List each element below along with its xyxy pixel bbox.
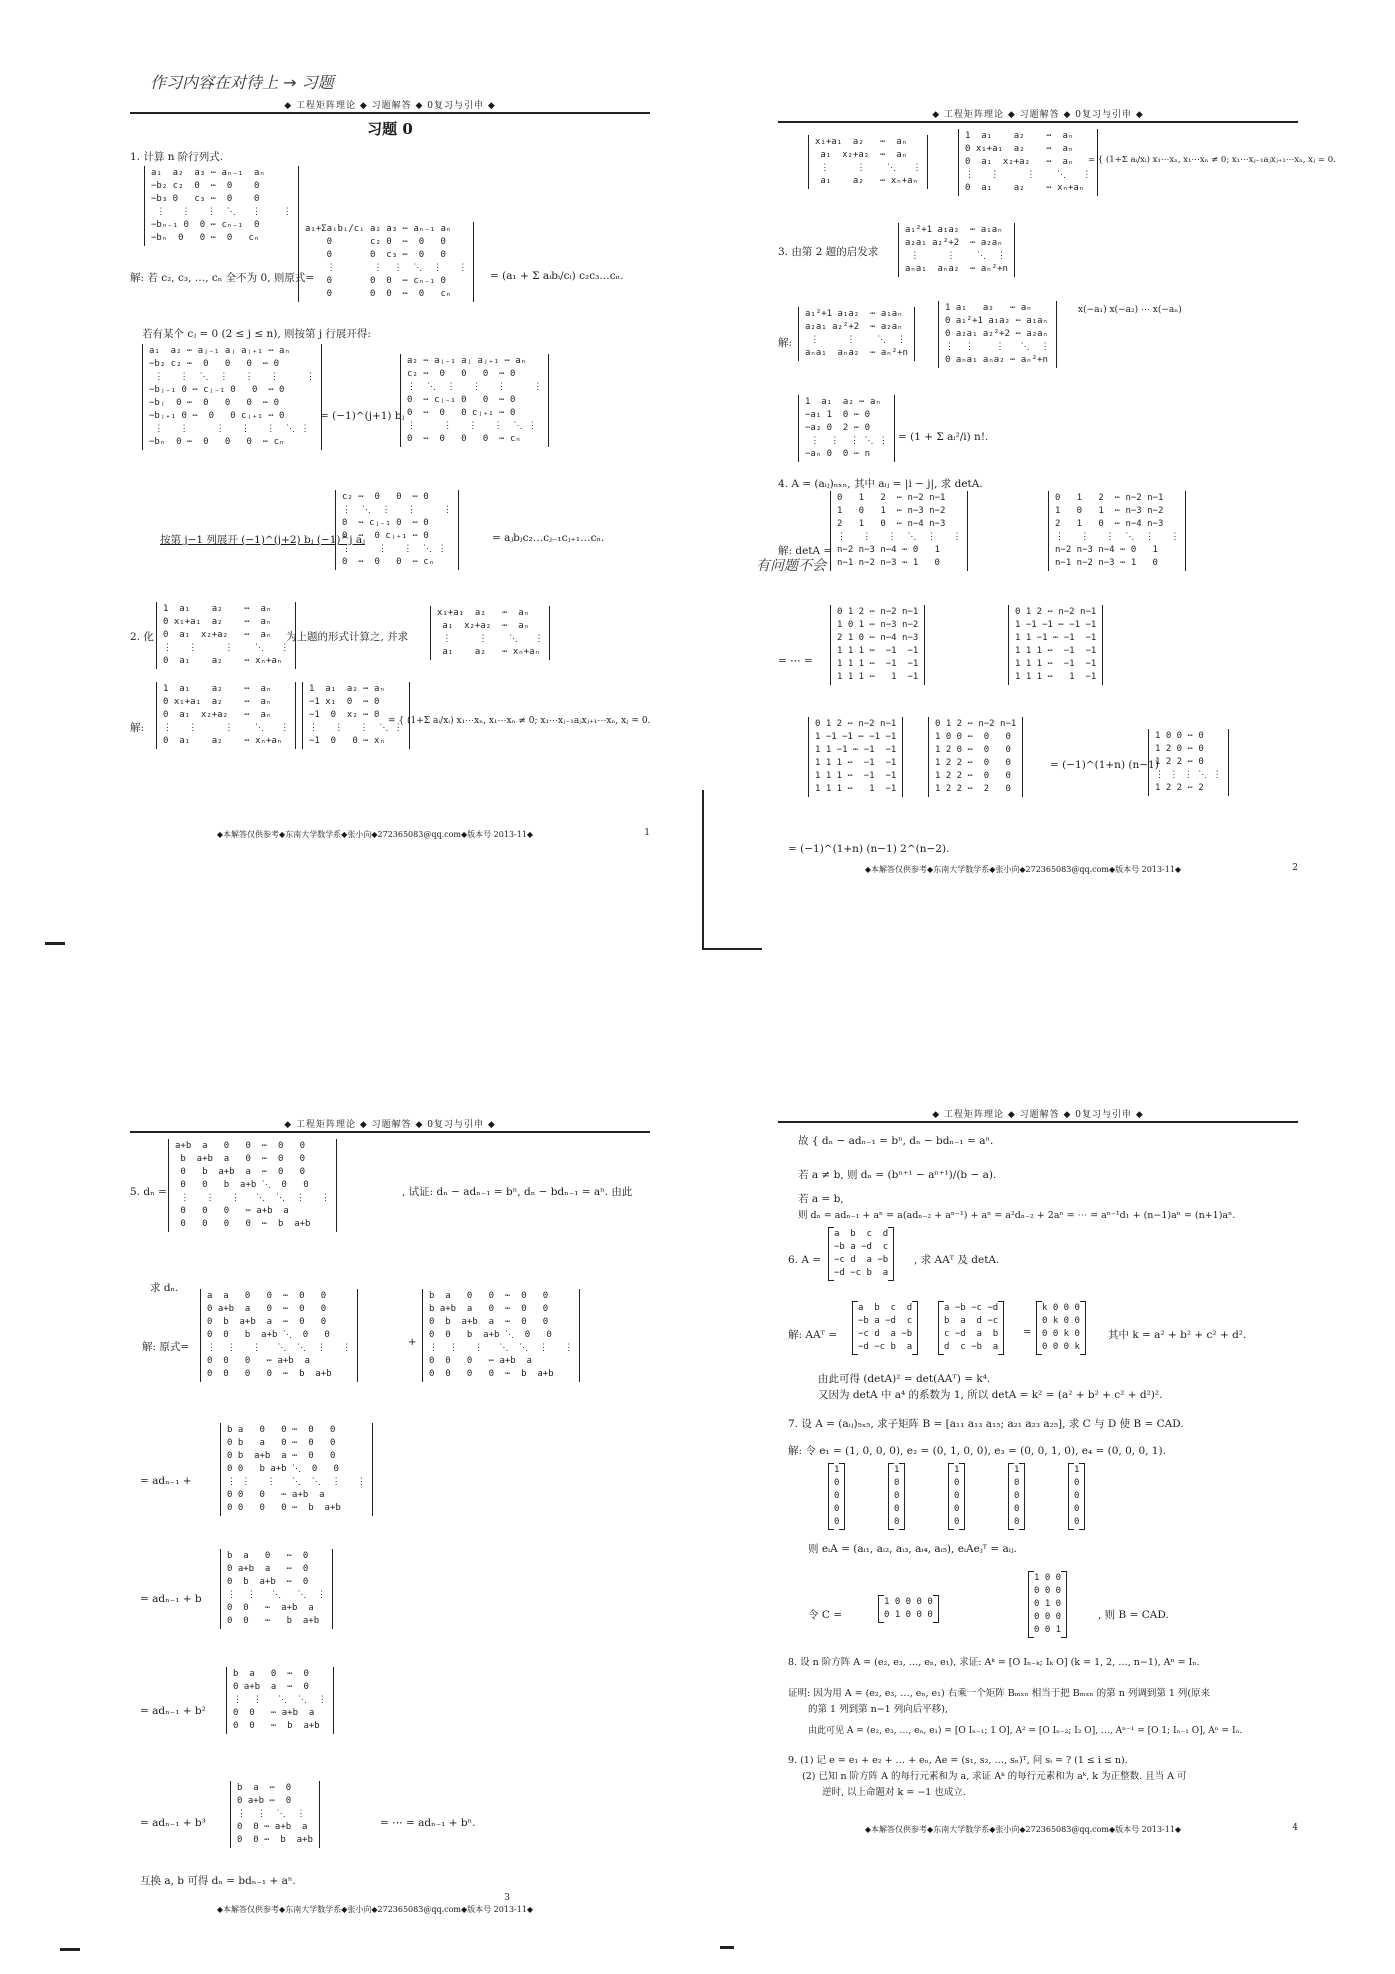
solution-7: 解: 令 e₁ = (1, 0, 0, 0), e₂ = (0, 1, 0, 0), e₃ = (0, 0, 1, 0), e₄ = (0, 0, 0, 1).: [788, 1445, 1166, 1457]
determinant: 1 a₁ a₂ ⋯ aₙ 0 x₁+a₁ a₂ ⋯ aₙ 0 a₁ x₂+a₂ ⋯ aₙ ⋮ ⋮ ⋮ ⋱ ⋮ 0 a₁ a₂ ⋯ xₙ+aₙ: [156, 602, 296, 669]
page-number: 3: [504, 1893, 510, 1903]
page-number: 4: [1292, 1823, 1298, 1833]
question-1: 1. 计算 n 阶行列式.: [130, 151, 224, 163]
determinant: 0 1 2 ⋯ n−2 n−1 1 0 1 ⋯ n−3 n−2 2 1 0 ⋯ n−4 n−3 1 1 1 ⋯ −1 −1 1 1 1 ⋯ −1 −1 1 1 1 ⋯ 1 −1: [830, 605, 925, 685]
solution-4-step: = (−1)^(1+n) (n−1): [1050, 759, 1159, 771]
solution-3-result: = (1 + Σ aᵢ²/i) n!.: [898, 431, 989, 443]
matrix: 1 0 0 0 0 0 0 1 0 0 0 0 0 0 1: [1028, 1571, 1067, 1638]
plus-sign: +: [408, 1337, 417, 1348]
determinant: a a 0 0 ⋯ 0 0 0 a+b a 0 ⋯ 0 0 0 b a+b a ⋯ 0 0 0 0 b a+b ⋱ 0 0 ⋮ ⋮ ⋮ ⋱ ⋱ ⋮ ⋮ 0 0 0 ⋯ a+b a 0 0 0 0 ⋯ b a+b: [200, 1289, 358, 1382]
proof: 由此可见 A = (e₂, e₃, …, eₙ, e₁) = [O Iₙ₋₁; 1 O], A² = [O Iₙ₋₂; I₂ O], …, Aⁿ⁻¹ = [O 1; Iₙ₋₁ O], Aⁿ = Iₙ.: [808, 1726, 1243, 1736]
line: 若 a = b,: [798, 1193, 844, 1205]
step-2: = adₙ₋₁ + b: [140, 1593, 202, 1605]
determinant: 1 a₁ a₂ ⋯ aₙ −a₁ 1 0 ⋯ 0 −a₂ 0 2 ⋯ 0 ⋮ ⋮ ⋮ ⋱ ⋮ −aₙ 0 0 ⋯ n: [798, 395, 895, 462]
step-4: = adₙ₋₁ + b³: [140, 1817, 206, 1829]
page-number: 2: [1292, 863, 1298, 873]
determinant: 0 1 2 ⋯ n−2 n−1 1 −1 −1 ⋯ −1 −1 1 1 −1 ⋯ −1 −1 1 1 1 ⋯ −1 −1 1 1 1 ⋯ −1 −1 1 1 1 ⋯ 1 −1: [1008, 605, 1103, 685]
determinant: a+b a 0 0 ⋯ 0 0 b a+b a 0 ⋯ 0 0 0 b a+b a ⋯ 0 0 0 0 b a+b ⋱ 0 0 ⋮ ⋮ ⋮ ⋱ ⋱ ⋮ ⋮ 0 0 0 ⋯ a+b a 0 0 0 0 ⋯ b a+b: [168, 1139, 337, 1232]
top-result: = { (1+Σ aᵢ/xᵢ) x₁⋯xₙ, x₁⋯xₙ ≠ 0; x₁⋯xⱼ₋₁aⱼxⱼ₊₁⋯xₙ, xⱼ = 0.: [1088, 155, 1336, 165]
step-1: = adₙ₋₁ +: [140, 1475, 192, 1487]
question-5-text: , 试证: dₙ − adₙ₋₁ = bⁿ, dₙ − bdₙ₋₁ = aⁿ. 由此: [402, 1186, 633, 1198]
solution-6: 解: AAᵀ =: [788, 1329, 838, 1341]
question-9: 9. (1) 记 e = e₁ + e₂ + … + eₙ, Ae = (s₁, s₂, …, sₙ)ᵀ, 问 sᵢ = ? (1 ≤ i ≤ n).: [788, 1755, 1128, 1766]
determinant: 0 1 2 ⋯ n−2 n−1 1 0 1 ⋯ n−3 n−2 2 1 0 ⋯ n−4 n−3 ⋮ ⋮ ⋮ ⋱ ⋮ ⋮ n−2 n−3 n−4 ⋯ 0 1 n−1 n−2 n−3 ⋯ 1 0: [1048, 491, 1186, 571]
question-2-text: 为上题的形式计算之, 并求: [286, 631, 409, 643]
solution-result: = (a₁ + Σ aᵢbᵢ/cᵢ) c₂c₃…cₙ.: [490, 270, 624, 282]
matrix: a b c d −b a −d c −c d a −b −d −c b a: [828, 1227, 894, 1281]
running-head: ◆ 工程矩阵理论 ◆ 习题解答 ◆ 0复习与引申 ◆: [284, 1120, 496, 1130]
equation: = (−1)^(j+1) bⱼ: [320, 410, 405, 422]
determinant: x₁+a₁ a₂ ⋯ aₙ a₁ x₂+a₂ ⋯ aₙ ⋮ ⋮ ⋱ ⋮ a₁ a₂ ⋯ xₙ+aₙ: [808, 135, 928, 189]
vector: 1 0 0 0 0: [828, 1463, 845, 1530]
determinant: 1 a₁ a₂ ⋯ aₙ 0 x₁+a₁ a₂ ⋯ aₙ 0 a₁ x₂+a₂ ⋯ aₙ ⋮ ⋮ ⋮ ⋱ ⋮ 0 a₁ a₂ ⋯ xₙ+aₙ: [958, 129, 1098, 196]
determinant: x₁+a₁ a₂ ⋯ aₙ a₁ x₂+a₂ ⋯ aₙ ⋮ ⋮ ⋱ ⋮ a₁ a₂ ⋯ xₙ+aₙ: [430, 606, 550, 660]
solution-5: 解: 原式=: [142, 1341, 190, 1353]
footer: ◆本解答仅供参考◆东南大学数学系◆张小向◆272365083@qq.com◆版本号 2013-11◆: [216, 830, 534, 839]
determinant: a₁+Σaᵢbᵢ/cᵢ a₂ a₃ ⋯ aₙ₋₁ aₙ 0 c₂ 0 ⋯ 0 0 0 0 c₃ ⋯ 0 0 ⋮ ⋮ ⋮ ⋱ ⋮ ⋮ 0 0 0 ⋯ cₙ₋₁ 0 0 0 0 ⋯ 0 cₙ: [298, 222, 474, 302]
running-head: ◆ 工程矩阵理论 ◆ 习题解答 ◆ 0复习与引申 ◆: [284, 101, 496, 111]
determinant: b a 0 0 ⋯ 0 0 0 b a 0 ⋯ 0 0 0 b a+b a ⋯ 0 0 0 0 b a+b ⋱ 0 0 ⋮ ⋮ ⋮ ⋱ ⋱ ⋮ ⋮ 0 0 0 ⋯ a+b a 0 0 0 0 ⋯ b a+b: [220, 1423, 373, 1516]
equation: = ⋯ =: [778, 655, 813, 667]
scan-mark: [702, 948, 762, 1974]
swap-text: 互换 a, b 可得 dₙ = bdₙ₋₁ + aⁿ.: [140, 1875, 296, 1887]
scan-mark: [702, 790, 704, 950]
question-5: 5. dₙ =: [130, 1186, 167, 1198]
scan-mark: [60, 1948, 80, 1951]
question-9: 逆时, 以上命题对 k = −1 也成立.: [822, 1787, 966, 1798]
solution-2-result: = { (1+Σ aᵢ/xᵢ) x₁⋯xₙ, x₁⋯xₙ ≠ 0; x₁⋯xⱼ₋₁aⱼxⱼ₊₁⋯xₙ, xⱼ = 0.: [388, 716, 651, 726]
step-3: = adₙ₋₁ + b²: [140, 1705, 206, 1717]
line: 故 { dₙ − adₙ₋₁ = bⁿ, dₙ − bdₙ₋₁ = aⁿ.: [798, 1135, 994, 1147]
matrix: k 0 0 0 0 k 0 0 0 0 k 0 0 0 0 k: [1036, 1301, 1086, 1355]
proof: 证明: 因为用 A = (e₂, e₃, …, eₙ, e₁) 右乘一个矩阵 Bₘₓₙ 相当于把 Bₘₓₙ 的第 n 列调到第 1 列(原来: [788, 1688, 1211, 1699]
header-rule: [130, 1131, 650, 1133]
question-3: 3. 由第 2 题的启发求: [778, 246, 879, 258]
footer: ◆本解答仅供参考◆东南大学数学系◆张小向◆272365083@qq.com◆版本号 2013-11◆: [864, 865, 1182, 874]
question-6-text: , 求 AAᵀ 及 detA.: [914, 1254, 1000, 1266]
question-6: 6. A =: [788, 1254, 822, 1266]
page-3: [130, 1105, 650, 1925]
question-8: 8. 设 n 阶方阵 A = (e₂, e₃, …, eₙ, e₁), 求证: Aᵏ = [O Iₙ₋ₖ; Iₖ O] (k = 1, 2, …, n−1), Aⁿ = Iₙ.: [788, 1657, 1200, 1668]
line: 则 dₙ = adₙ₋₁ + aⁿ = a(adₙ₋₂ + aⁿ⁻¹) + aⁿ = a²dₙ₋₂ + 2aⁿ = ⋯ = aⁿ⁻¹d₁ + (n−1)aⁿ = (n+1)aⁿ.: [798, 1210, 1236, 1221]
determinant: a₁ a₂ a₃ ⋯ aₙ₋₁ aₙ −b₂ c₂ 0 ⋯ 0 0 −b₃ 0 c₃ ⋯ 0 0 ⋮ ⋮ ⋮ ⋱ ⋮ ⋮ −bₙ₋₁ 0 0 ⋯ cₙ₋₁ 0 −bₙ 0 0 ⋯ 0 cₙ: [144, 166, 299, 246]
line: , 则 B = CAD.: [1098, 1609, 1169, 1621]
running-head: ◆ 工程矩阵理论 ◆ 习题解答 ◆ 0复习与引申 ◆: [932, 1110, 1144, 1120]
question-9: (2) 已知 n 阶方阵 A 的每行元素和为 a, 求证 Aᵏ 的每行元素和为 aᵏ, k 为正整数. 且当 A 可: [802, 1771, 1187, 1782]
solution-1: 解: 若 c₂, c₃, …, cₙ 全不为 0, 则原式=: [130, 272, 315, 284]
determinant: a₂ ⋯ aⱼ₋₁ aⱼ aⱼ₊₁ ⋯ aₙ c₂ ⋯ 0 0 0 ⋯ 0 ⋮ ⋱ ⋮ ⋮ ⋮ ⋮ 0 ⋯ cⱼ₋₁ 0 0 ⋯ 0 0 ⋯ 0 0 cⱼ₊₁ ⋯ 0 ⋮ ⋮ ⋮ ⋮ ⋱ ⋮ 0 ⋯ 0 0 0 ⋯ cₙ: [400, 354, 549, 447]
case-text: 若有某个 cⱼ = 0 (2 ≤ j ≤ n), 则按第 j 行展开得:: [142, 328, 371, 340]
header-rule: [778, 1121, 1298, 1123]
header-rule: [130, 112, 650, 114]
matrix: 1 0 0 0 0 0 1 0 0 0: [878, 1595, 939, 1623]
page-title: 习题 0: [367, 120, 413, 138]
determinant: b a 0 0 ⋯ 0 0 b a+b a 0 ⋯ 0 0 0 b a+b a ⋯ 0 0 0 0 b a+b ⋱ 0 0 ⋮ ⋮ ⋮ ⋱ ⋱ ⋮ ⋮ 0 0 0 ⋯ a+b a 0 0 0 0 ⋯ b a+b: [422, 1289, 580, 1382]
vector: 1 0 0 0 0: [1068, 1463, 1085, 1530]
column-ops: x(−a₁) x(−a₂) ⋯ x(−aₙ): [1078, 305, 1182, 315]
determinant: a₁²+1 a₁a₂ ⋯ a₁aₙ a₂a₁ a₂²+2 ⋯ a₂aₙ ⋮ ⋮ ⋱ ⋮ aₙa₁ aₙa₂ ⋯ aₙ²+n: [798, 307, 915, 361]
line: 则 eᵢA = (aᵢ₁, aᵢ₂, aᵢ₃, aᵢ₄, aᵢ₅), eᵢAeⱼᵀ = aᵢⱼ.: [808, 1543, 1017, 1555]
matrix: a b c d −b a −d c −c d a −b −d −c b a: [852, 1301, 918, 1355]
determinant: 1 a₁ a₂ ⋯ aₙ 0 a₁²+1 a₁a₂ ⋯ a₁aₙ 0 a₂a₁ a₂²+2 ⋯ a₂aₙ ⋮ ⋮ ⋮ ⋱ ⋮ 0 aₙa₁ aₙa₂ ⋯ aₙ²+n: [938, 301, 1057, 368]
matrix: a −b −c −d b a d −c c −d a b d c −b a: [938, 1301, 1004, 1355]
solution-4-result: = (−1)^(1+n) (n−1) 2^(n−2).: [788, 843, 950, 855]
question-5-cont: 求 dₙ.: [150, 1282, 179, 1294]
proof: 的第 1 列到第 n−1 列向后平移),: [808, 1704, 948, 1715]
scan-mark: [45, 942, 65, 945]
solution-6-text: 其中 k = a² + b² + c² + d².: [1108, 1329, 1247, 1341]
page-number: 1: [644, 828, 650, 838]
question-7: 7. 设 A = (aᵢⱼ)₅ₓ₅, 求子矩阵 B = [a₁₁ a₁₃ a₁₅; a₂₁ a₂₃ a₂₅], 求 C 与 D 使 B = CAD.: [788, 1418, 1184, 1430]
page-4: [778, 1095, 1298, 1925]
determinant: a₁²+1 a₁a₂ ⋯ a₁aₙ a₂a₁ a₂²+2 ⋯ a₂aₙ ⋮ ⋮ ⋱ ⋮ aₙa₁ aₙa₂ ⋯ aₙ²+n: [898, 223, 1015, 277]
question-4: 4. A = (aᵢⱼ)ₙₓₙ, 其中 aᵢⱼ = |i − j|, 求 detA.: [778, 478, 983, 490]
solution-2: 解:: [130, 722, 145, 734]
determinant: b a 0 ⋯ 0 0 a+b a ⋯ 0 0 b a+b ⋯ 0 ⋮ ⋮ ⋱ ⋱ ⋮ 0 0 ⋯ a+b a 0 0 ⋯ b a+b: [220, 1549, 333, 1629]
determinant: 1 a₁ a₂ ⋯ aₙ −1 x₁ 0 ⋯ 0 −1 0 x₂ ⋯ 0 ⋮ ⋮ ⋮ ⋱ ⋮ −1 0 0 ⋯ xₙ: [302, 682, 410, 749]
line: 令 C =: [808, 1609, 843, 1621]
determinant: 0 1 2 ⋯ n−2 n−1 1 0 1 ⋯ n−3 n−2 2 1 0 ⋯ n−4 n−3 ⋮ ⋮ ⋮ ⋱ ⋮ ⋮ n−2 n−3 n−4 ⋯ 0 1 n−1 n−2 n−3 ⋯ 1 0: [830, 491, 968, 571]
page-1: [130, 70, 650, 930]
equals: =: [1023, 1327, 1032, 1338]
header-rule: [778, 121, 1298, 123]
determinant: 1 a₁ a₂ ⋯ aₙ 0 x₁+a₁ a₂ ⋯ aₙ 0 a₁ x₂+a₂ ⋯ aₙ ⋮ ⋮ ⋮ ⋱ ⋮ 0 a₁ a₂ ⋯ xₙ+aₙ: [156, 682, 296, 749]
vector: 1 0 0 0 0: [888, 1463, 905, 1530]
solution-4: 解: detA =: [778, 545, 833, 557]
line: 若 a ≠ b, 则 dₙ = (bⁿ⁺¹ − aⁿ⁺¹)/(b − a).: [798, 1169, 997, 1181]
scan-mark: [720, 1946, 734, 1949]
footer: ◆本解答仅供参考◆东南大学数学系◆张小向◆272365083@qq.com◆版本号 2013-11◆: [864, 1825, 1182, 1834]
running-head: ◆ 工程矩阵理论 ◆ 习题解答 ◆ 0复习与引申 ◆: [932, 110, 1144, 120]
determinant: b a 0 ⋯ 0 0 a+b a ⋯ 0 ⋮ ⋮ ⋱ ⋱ ⋮ 0 0 ⋯ a+b a 0 0 ⋯ b a+b: [226, 1667, 334, 1734]
vector: 1 0 0 0 0: [1008, 1463, 1025, 1530]
vector: 1 0 0 0 0: [948, 1463, 965, 1530]
footer: ◆本解答仅供参考◆东南大学数学系◆张小向◆272365083@qq.com◆版本号 2013-11◆: [216, 1905, 534, 1914]
handwritten-note: 作习内容在对待上 → 习题: [150, 73, 334, 92]
expand-text: 按第 j−1 列展开 (−1)^(j+2) bⱼ (−1)^j aⱼ: [160, 534, 365, 546]
handwritten-note: 有问题不会: [756, 558, 826, 574]
step-4-tail: = ⋯ = adₙ₋₁ + bⁿ.: [380, 1817, 476, 1829]
determinant: c₂ ⋯ 0 0 ⋯ 0 ⋮ ⋱ ⋮ ⋮ ⋮ 0 ⋯ cⱼ₋₁ 0 ⋯ 0 0 ⋯ 0 cⱼ₊₁ ⋯ 0 ⋮ ⋮ ⋮ ⋱ ⋮ 0 ⋯ 0 0 ⋯ cₙ: [335, 490, 459, 570]
determinant: 0 1 2 ⋯ n−2 n−1 1 −1 −1 ⋯ −1 −1 1 1 −1 ⋯ −1 −1 1 1 1 ⋯ −1 −1 1 1 1 ⋯ −1 −1 1 1 1 ⋯ 1 −1: [808, 717, 903, 797]
line: 由此可得 (detA)² = det(AAᵀ) = k⁴.: [818, 1373, 991, 1385]
solution-3: 解:: [778, 337, 793, 349]
determinant: 1 0 0 ⋯ 0 1 2 0 ⋯ 0 1 2 2 ⋯ 0 ⋮ ⋮ ⋮ ⋱ ⋮ 1 2 2 ⋯ 2: [1148, 729, 1229, 796]
line: 又因为 detA 中 a⁴ 的系数为 1, 所以 detA = k² = (a² + b² + c² + d²)².: [818, 1389, 1163, 1401]
determinant: a₁ a₂ ⋯ aⱼ₋₁ aⱼ aⱼ₊₁ ⋯ aₙ −b₂ c₂ ⋯ 0 0 0 ⋯ 0 ⋮ ⋮ ⋱ ⋮ ⋮ ⋮ ⋮ −bⱼ₋₁ 0 ⋯ cⱼ₋₁ 0 0 ⋯ 0 −bⱼ 0 ⋯ 0 0 0 ⋯ 0 −bⱼ₊₁ 0 ⋯ 0 0 cⱼ₊₁ ⋯ 0 ⋮ ⋮ ⋮ ⋮ ⋮ ⋱ ⋮ −bₙ 0 ⋯ 0 0 0 ⋯ cₙ: [142, 344, 322, 450]
determinant: b a ⋯ 0 0 a+b ⋯ 0 ⋮ ⋮ ⋱ ⋮ 0 0 ⋯ a+b a 0 0 ⋯ b a+b: [230, 1781, 320, 1848]
determinant: 0 1 2 ⋯ n−2 n−1 1 0 0 ⋯ 0 0 1 2 0 ⋯ 0 0 1 2 2 ⋯ 0 0 1 2 2 ⋯ 0 0 1 2 2 ⋯ 2 0: [928, 717, 1023, 797]
question-2: 2. 化: [130, 631, 154, 643]
page-2: [756, 95, 1336, 930]
expand-result: = aⱼbⱼc₂…cⱼ₋₁cⱼ₊₁…cₙ.: [492, 532, 605, 544]
